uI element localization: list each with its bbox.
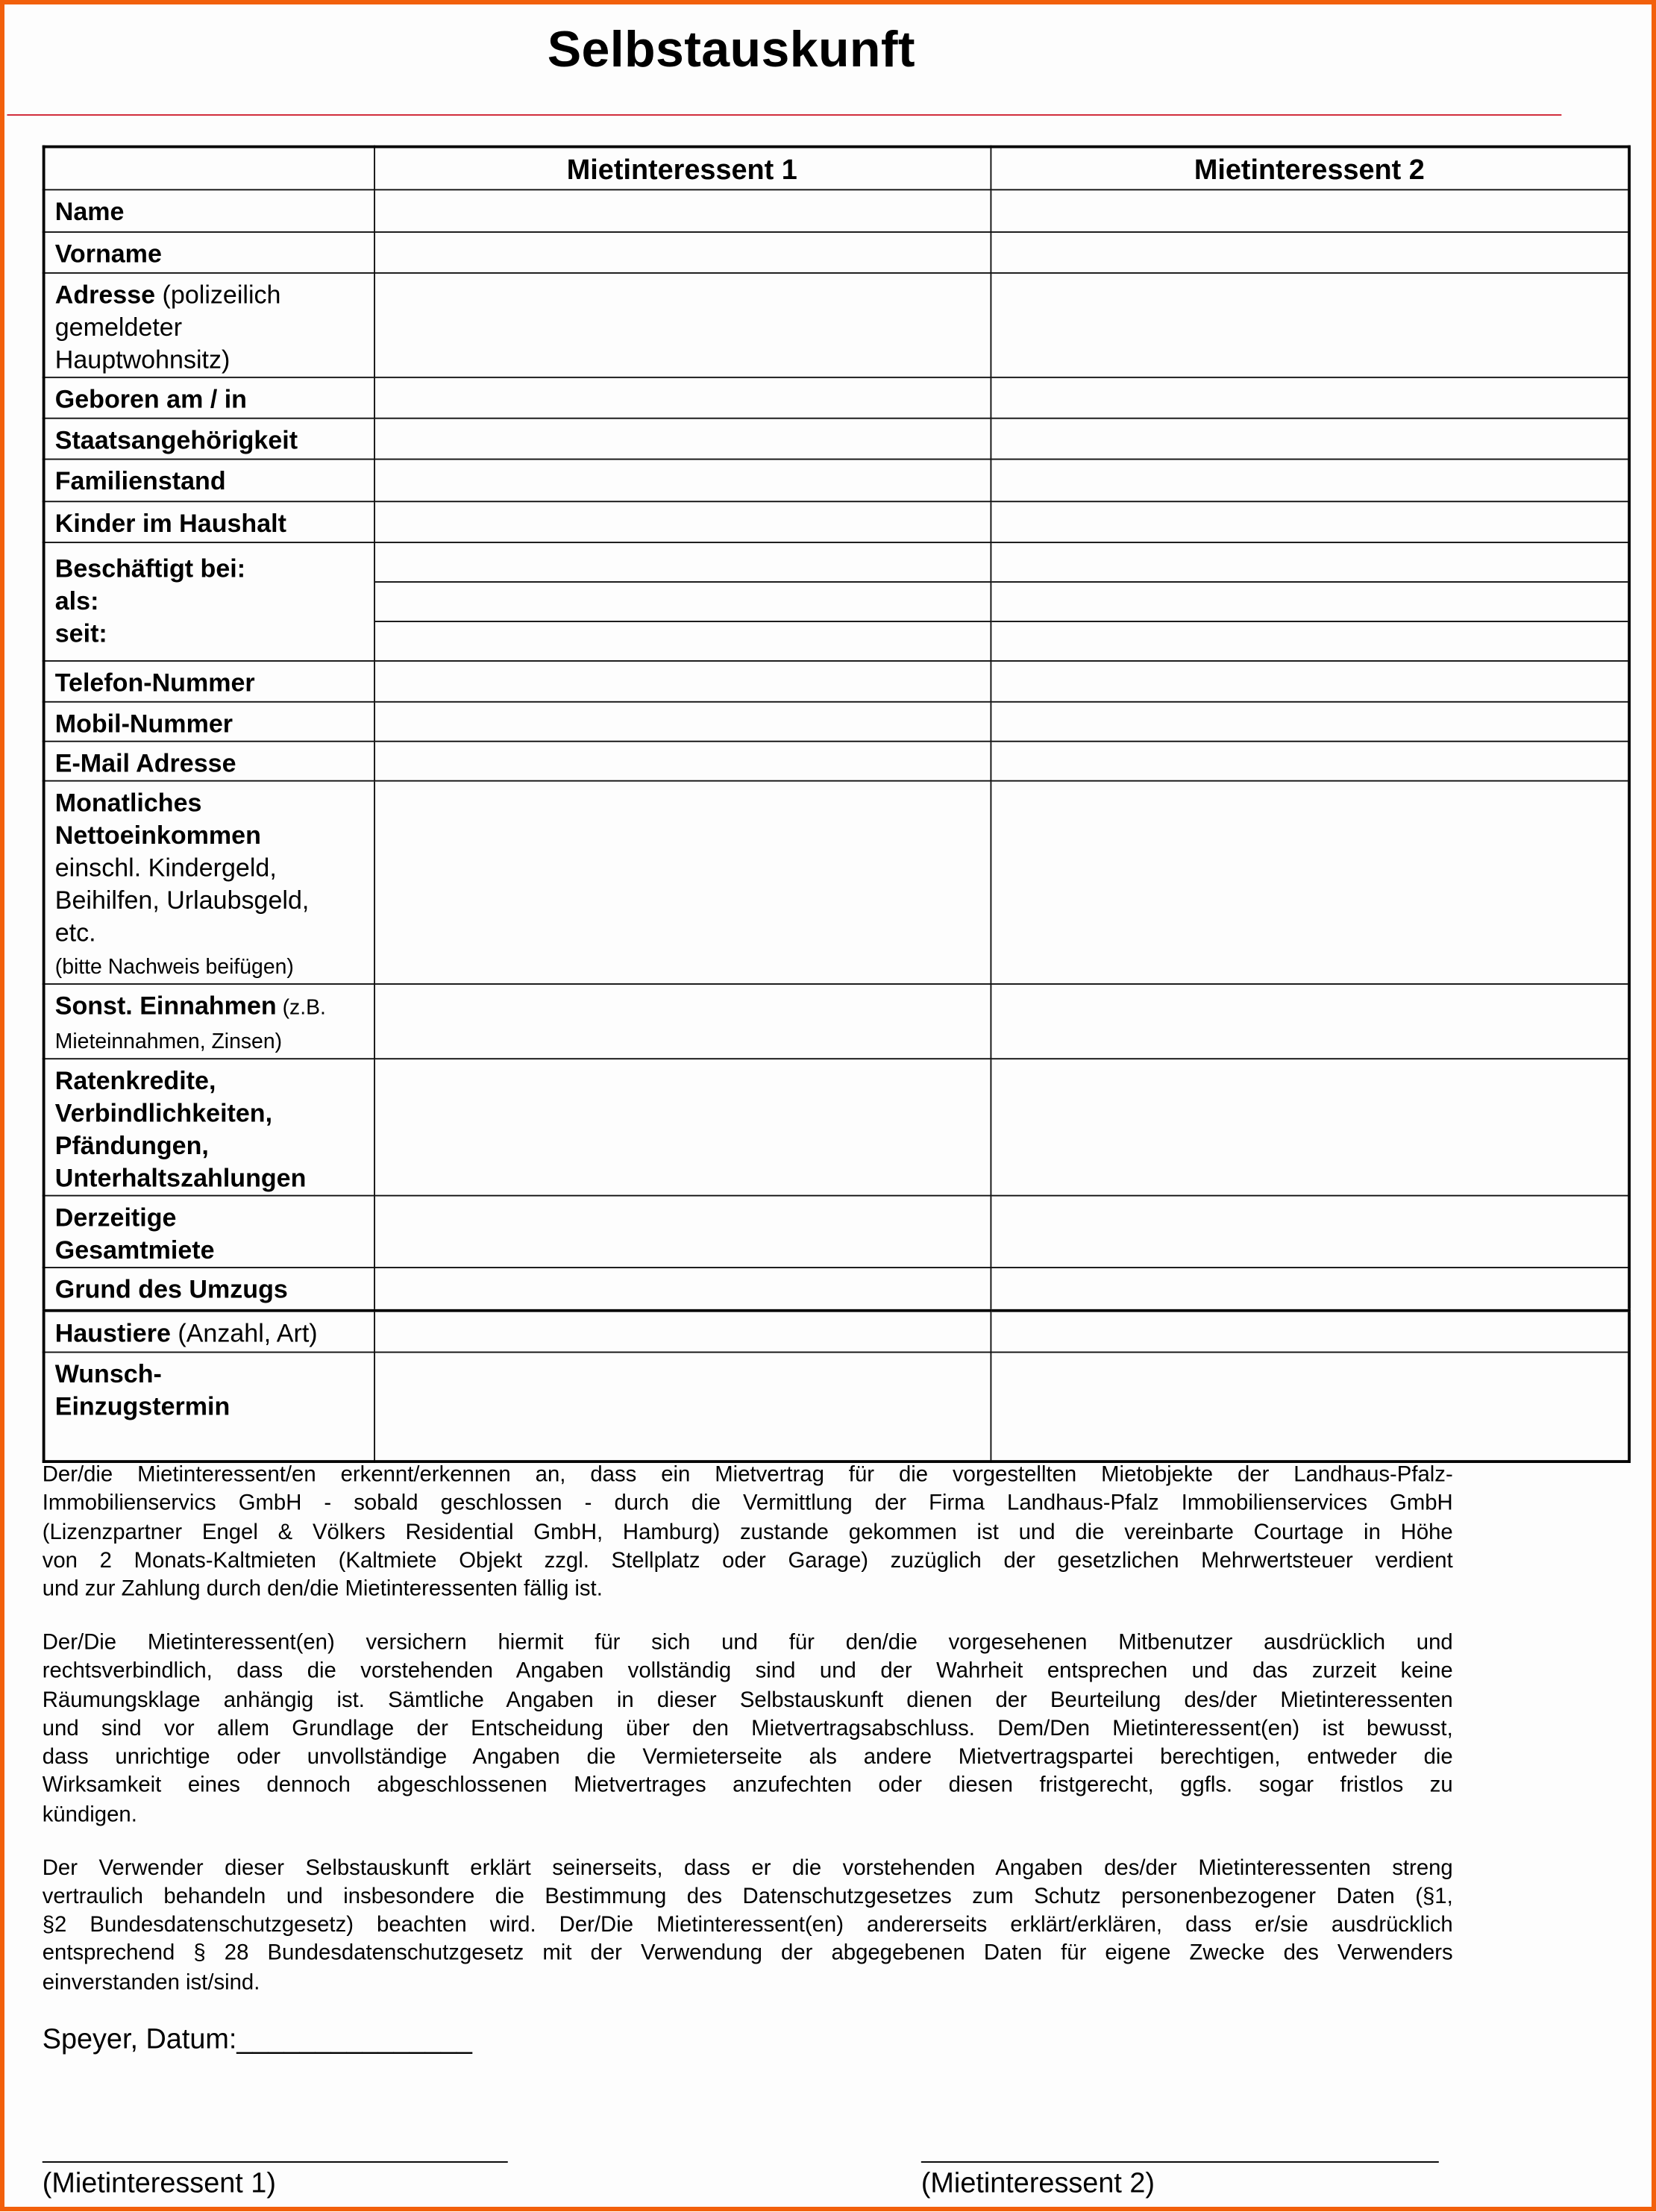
label-text: Wunsch- [54,1359,162,1388]
table-row [44,780,1629,983]
signature-label-1: (Mietinteressent 1) [42,2168,276,2200]
label-text: Pfändungen, [54,1130,209,1159]
table-row [44,1195,1629,1267]
signature-line-2[interactable] [921,2161,1439,2163]
applicant-1-field[interactable] [374,1195,990,1267]
label-line [55,465,373,497]
row-label [44,459,374,501]
applicant-2-field[interactable] [990,501,1629,542]
label-text: Derzeitige [54,1203,177,1231]
label-line [55,916,373,948]
label-line [55,1358,373,1390]
applicant-1-field[interactable] [374,542,990,660]
row-label [44,1058,374,1194]
table-row [44,1311,1629,1352]
label-line [55,238,373,270]
label-line [55,278,373,310]
paragraph-line: Wirksamkeit eines dennoch abgeschlossenen Mietvertrages anzufechten oder diesen fristgerecht, ggfls. sogar fristlos zu [42,1773,1453,1799]
applicant-1-field[interactable] [374,418,990,459]
label-text: Monatliches [54,788,202,816]
applicant-1-field[interactable] [374,660,990,701]
place-date-field[interactable]: Speyer, Datum:_______________ [42,2024,472,2056]
label-text: Familienstand [54,466,226,495]
table-row [44,377,1629,418]
label-text: etc. [54,918,96,946]
label-text: Kinder im Haushalt [54,508,286,537]
label-text: Beihilfen, Urlaubsgeld, [54,885,310,914]
row-label [44,377,374,418]
label-text: Einzugstermin [54,1391,230,1420]
label-text: Ratenkredite, [54,1065,216,1094]
applicant-1-field[interactable] [374,272,990,377]
applicant-2-subfield[interactable] [991,582,1628,621]
applicant-2-field[interactable] [990,1267,1629,1311]
applicant-2-field[interactable] [990,1058,1629,1194]
applicant-2-field[interactable] [990,983,1629,1058]
paragraph-line: Der Verwender dieser Selbstauskunft erklärt seinerseits, dass er die vorstehenden Angaben des/der Mietinteressenten streng [42,1855,1453,1880]
applicant-2-field[interactable] [990,272,1629,377]
applicant-1-subfield[interactable] [374,582,989,621]
row-label [44,741,374,780]
declaration-text [43,1461,1453,2023]
applicant-1-field[interactable] [374,231,990,272]
applicant-2-subfield[interactable] [991,621,1628,659]
label-line [55,585,373,617]
label-line [55,1234,373,1266]
label-text: Haustiere [54,1319,171,1347]
label-text: (Anzahl, Art) [170,1319,318,1347]
header-applicant-1: Mietinteressent 1 [374,147,990,189]
label-line [55,1065,373,1097]
table-row [44,272,1629,377]
label-text: als: [54,586,99,615]
applicant-1-subfield[interactable] [374,542,989,582]
applicant-2-field[interactable] [990,377,1629,418]
applicant-1-subfield[interactable] [374,621,989,659]
paragraph-line: dass unrichtige oder unvollständige Angaben die Vermieterseite als andere Mietvertragspartei berechtigen, entweder die [42,1745,1453,1770]
label-line [55,1162,373,1194]
row-label [44,189,374,231]
label-text: Adresse [54,280,156,309]
table-row [44,983,1629,1058]
label-line [55,1024,373,1057]
label-text: einschl. Kindergeld, [54,853,277,881]
label-line [55,819,373,851]
label-text: Beschäftigt bei: [54,554,246,583]
label-line [55,383,373,415]
row-label [44,1352,374,1461]
applicant-1-field[interactable] [374,741,990,780]
label-line [55,343,373,375]
table-row [44,231,1629,272]
applicant-2-field[interactable] [990,741,1629,780]
label-text: Unterhaltszahlungen [54,1163,307,1191]
label-text: gemeldeter [54,312,183,341]
applicant-2-field[interactable] [990,459,1629,501]
label-text: Gesamtmiete [54,1235,215,1264]
label-text: (z.B. [276,995,326,1020]
label-text: Mobil-Nummer [54,709,233,738]
paragraph-line: §2 Bundesdatenschutzgesetz) beachten wird. Der/Die Mietinteressent(en) andererseits erklärt/erklären, dass er/sie ausdrücklich [42,1913,1453,1937]
applicant-2-field[interactable] [990,780,1629,983]
row-label [44,1267,374,1311]
paragraph-line: entsprechend § 28 Bundesdatenschutzgesetz mit der Verwendung der abgegebenen Daten für eigene Zwecke des Verwenders [42,1941,1453,1967]
paragraph-line: Immobilienservics GmbH - sobald geschlossen - durch die Vermittlung der Firma Landhaus-Pfalz Immobilienservices GmbH [42,1491,1453,1516]
label-line [55,786,373,818]
label-line [55,707,373,739]
applicant-1-field[interactable] [374,377,990,418]
applicant-2-subfield[interactable] [991,542,1628,582]
label-line [55,990,373,1024]
table-row [44,1058,1629,1194]
applicant-2-field[interactable] [990,701,1629,741]
label-text: Telefon-Nummer [54,668,255,697]
title-divider [7,114,1561,116]
label-text: seit: [54,618,107,648]
applicant-2-field[interactable] [990,231,1629,272]
label-line [55,1391,373,1423]
paragraph-line: vertraulich behandeln und insbesondere die Bestimmung des Datenschutzgesetzes zum Schutz personenbezogener Daten (§1, [42,1884,1453,1909]
page-title: Selbstauskunft [547,19,915,78]
applicant-2-field[interactable] [990,1311,1629,1352]
applicant-1-field[interactable] [374,701,990,741]
label-text: Hauptwohnsitz) [54,345,230,374]
paragraph-line: einverstanden ist/sind. [42,1970,260,1995]
applicant-1-field[interactable] [374,983,990,1058]
label-line [55,311,373,343]
label-line [55,1130,373,1162]
applicant-1-field[interactable] [374,780,990,983]
label-line [55,884,373,916]
table-row [44,418,1629,459]
table-row [44,741,1629,780]
applicant-1-field[interactable] [374,1267,990,1311]
label-line [55,424,373,456]
table-header-row [44,147,1629,189]
row-label [44,231,374,272]
applicant-2-field[interactable] [990,1195,1629,1267]
header-cell-empty [44,147,374,189]
applicant-1-field[interactable] [374,459,990,501]
row-label [44,1311,374,1352]
applicant-2-field[interactable] [990,542,1629,660]
applicant-1-field[interactable] [374,501,990,542]
label-text: Name [54,196,125,225]
label-text: Nettoeinkommen [54,820,261,849]
label-line [55,1201,373,1233]
applicant-1-field[interactable] [374,1352,990,1461]
row-label [44,418,374,459]
table-row [44,189,1629,231]
label-text: Geboren am / in [54,384,247,413]
paragraph-line: kündigen. [42,1802,137,1827]
label-text: (bitte Nachweis beifügen) [54,954,294,979]
header-applicant-2: Mietinteressent 2 [990,147,1629,189]
table-row [44,1352,1629,1461]
row-label [44,1195,374,1267]
declaration-paragraph [43,1629,1453,1830]
paragraph-line: und sind vor allem Grundlage der Entscheidung über den Mietvertragsabschluss. Dem/Den Mietinteressent(en) ist bewusst, [42,1717,1453,1741]
declaration-paragraph [43,1461,1453,1605]
applicant-2-field[interactable] [990,418,1629,459]
declaration-paragraph [43,1855,1453,1998]
signature-label-2: (Mietinteressent 2) [920,2168,1155,2200]
label-text: Sonst. Einnahmen [54,991,277,1020]
table-row [44,1267,1629,1311]
label-line [55,1097,373,1129]
application-form-table [43,145,1631,1463]
table-row [44,701,1629,741]
row-label [44,272,374,377]
paragraph-line: Der/die Mietinteressent/en erkennt/erkennen an, dass ein Mietvertrag für die vorgestellten Mietobjekte der Landhaus-Pfalz- [42,1462,1453,1488]
label-line [55,1318,373,1350]
label-text: Staatsangehörigkeit [54,425,298,454]
signature-line-1[interactable] [43,2161,508,2163]
table-row [44,459,1629,501]
applicant-1-field[interactable] [374,1058,990,1194]
row-label [44,660,374,701]
label-text: Vorname [54,239,162,268]
label-text: Mieteinnahmen, Zinsen) [54,1029,283,1053]
label-line [55,507,373,539]
label-text: E-Mail Adresse [54,748,236,777]
label-line [55,195,373,228]
label-line [55,747,373,779]
label-text: (polizeilich [155,280,281,309]
label-line [55,949,373,983]
paragraph-line: (Lizenzpartner Engel & Völkers Residential GmbH, Hamburg) zustande gekommen ist und die vereinbarte Courtage in Höhe [42,1520,1453,1544]
applicant-2-field[interactable] [990,189,1629,231]
applicant-1-field[interactable] [374,1311,990,1352]
table-row [44,501,1629,542]
label-line [55,617,373,649]
paragraph-line: rechtsverbindlich, dass die vorstehenden Angaben vollständig sind und der Wahrheit entsprechen und das zurzeit keine [42,1659,1453,1684]
label-line [55,1273,373,1306]
applicant-1-field[interactable] [374,189,990,231]
row-label [44,701,374,741]
row-label [44,501,374,542]
paragraph-line: Der/Die Mietinteressent(en) versichern hiermit für sich und für den/die vorgesehenen Mitbenutzer ausdrücklich und [42,1630,1453,1655]
label-line [55,552,373,584]
label-line [55,666,373,698]
row-label [44,983,374,1058]
label-text: Verbindlichkeiten, [54,1098,273,1127]
table-row [44,542,1629,660]
paragraph-line: von 2 Monats-Kaltmieten (Kaltmiete Objekt zzgl. Stellplatz oder Garage) zuzüglich der gesetzlichen Mehrwertsteuer verdient [42,1549,1453,1573]
paragraph-line: Räumungsklage anhängig ist. Sämtliche Angaben in dieser Selbstauskunft dienen der Beurteilung des/der Mietinteressenten [42,1688,1453,1712]
table-row [44,660,1629,701]
applicant-2-field[interactable] [990,660,1629,701]
row-label [44,542,374,660]
label-text: Grund des Umzugs [54,1274,288,1303]
row-label [44,780,374,983]
paragraph-line: und zur Zahlung durch den/die Mietinteressenten fällig ist. [42,1577,603,1602]
applicant-2-field[interactable] [990,1352,1629,1461]
label-line [55,851,373,883]
